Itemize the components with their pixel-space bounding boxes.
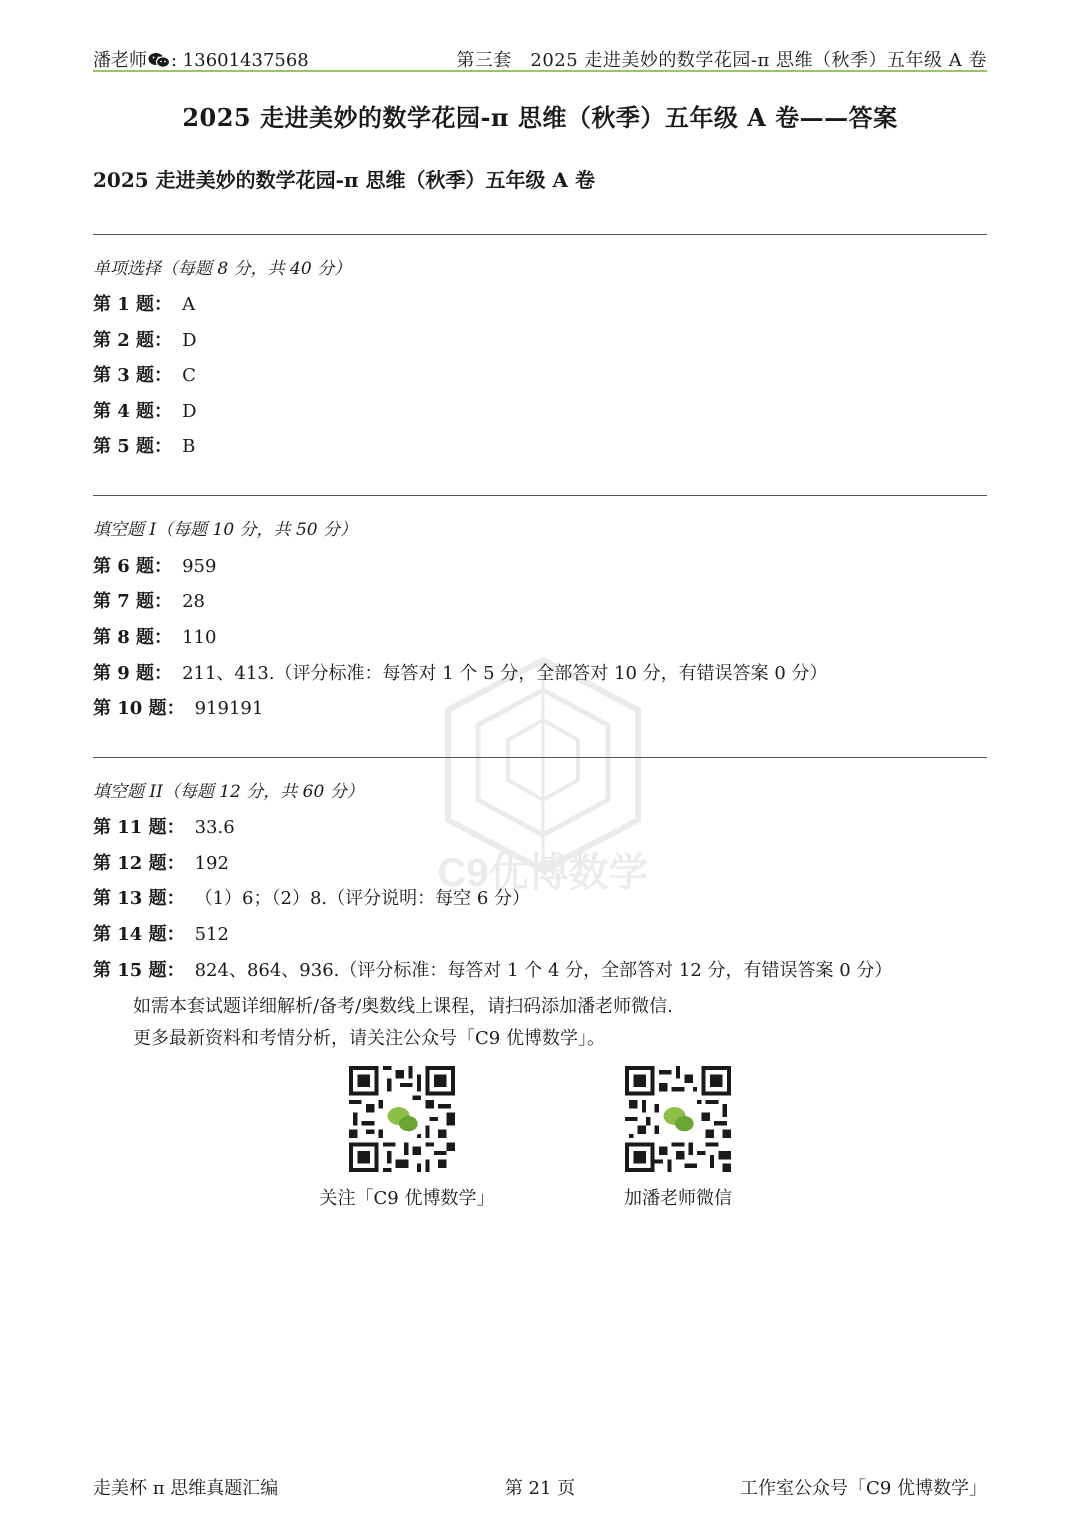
question-label: 第 12 题： bbox=[93, 853, 185, 874]
answer-value: 959 bbox=[182, 556, 217, 577]
answer-row bbox=[93, 326, 197, 352]
page-subtitle: 2025 走进美妙的数学花园-π 思维（秋季）五年级 A 卷 bbox=[93, 168, 595, 192]
qr-caption-teacher-wechat: 加潘老师微信 bbox=[624, 1188, 732, 1209]
page-header bbox=[93, 40, 987, 72]
answer-value: 512 bbox=[194, 924, 229, 945]
footer-account: 工作室公众号「C9 优博数学」 bbox=[740, 1478, 987, 1499]
qr-code-official-account bbox=[349, 1066, 455, 1172]
answer-row bbox=[93, 361, 196, 387]
page-title: 2025 走进美妙的数学花园-π 思维（秋季）五年级 A 卷——答案 bbox=[182, 103, 898, 132]
question-label: 第 15 题： bbox=[93, 960, 185, 981]
answer-value: B bbox=[182, 436, 196, 457]
header-exam-title: 第三套 2025 走进美妙的数学花园-π 思维（秋季）五年级 A 卷 bbox=[456, 50, 987, 71]
answer-row bbox=[93, 920, 229, 946]
answer-row bbox=[93, 290, 195, 316]
qr-code-teacher-wechat bbox=[625, 1066, 731, 1172]
page-footer bbox=[93, 1474, 987, 1500]
answer-value: 211、413.（评分标准：每答对 1 个 5 分，全部答对 10 分，有错误答案 0 分） bbox=[182, 663, 828, 684]
answer-row bbox=[93, 694, 263, 720]
answer-value: 192 bbox=[194, 853, 229, 874]
question-label: 第 4 题： bbox=[93, 401, 173, 422]
watermark-text: C9优博数学 bbox=[437, 851, 649, 890]
section-heading-single-choice: 单项选择（每题 8 分，共 40 分） bbox=[93, 259, 352, 279]
footer-page-number: 第 21 页 bbox=[504, 1478, 576, 1499]
answer-row bbox=[93, 552, 216, 578]
answer-value: （1）6；（2）8.（评分说明：每空 6 分） bbox=[194, 888, 531, 909]
question-label: 第 13 题： bbox=[93, 888, 185, 909]
answer-value: 824、864、936.（评分标准：每答对 1 个 4 分，全部答对 12 分，有错误答案 0 分） bbox=[194, 960, 893, 981]
header-phone: : 13601437568 bbox=[171, 50, 309, 71]
section-divider bbox=[93, 495, 987, 496]
answer-value: 33.6 bbox=[194, 817, 235, 838]
question-label: 第 1 题： bbox=[93, 294, 173, 315]
question-label: 第 14 题： bbox=[93, 924, 185, 945]
section-heading-fill-blank-2: 填空题 II（每题 12 分，共 60 分） bbox=[93, 782, 364, 802]
section-divider bbox=[93, 757, 987, 758]
question-label: 第 8 题： bbox=[93, 627, 173, 648]
answer-value: 28 bbox=[182, 591, 205, 612]
answer-value: D bbox=[182, 330, 197, 351]
answer-row bbox=[93, 432, 195, 458]
wechat-icon bbox=[148, 52, 170, 68]
section-divider bbox=[93, 234, 987, 235]
question-label: 第 6 题： bbox=[93, 556, 173, 577]
question-label: 第 2 题： bbox=[93, 330, 173, 351]
answer-value: 110 bbox=[182, 627, 217, 648]
answer-row bbox=[93, 397, 197, 423]
footer-book-title: 走美杯 π 思维真题汇编 bbox=[93, 1478, 279, 1499]
answer-value: 919191 bbox=[194, 698, 264, 719]
answer-value: D bbox=[182, 401, 197, 422]
answer-row bbox=[93, 623, 216, 649]
answer-value: A bbox=[182, 294, 196, 315]
answer-row bbox=[93, 813, 235, 839]
header-teacher-name: 潘老师 bbox=[93, 50, 147, 71]
question-label: 第 9 题： bbox=[93, 663, 173, 684]
header-contact bbox=[93, 46, 309, 72]
answer-row bbox=[93, 849, 229, 875]
question-label: 第 7 题： bbox=[93, 591, 173, 612]
watermark-logo bbox=[428, 650, 658, 890]
question-label: 第 10 题： bbox=[93, 698, 185, 719]
promo-note: 更多最新资料和考情分析，请关注公众号「C9 优博数学」。 bbox=[133, 1028, 605, 1049]
answer-value: C bbox=[182, 365, 196, 386]
question-label: 第 5 题： bbox=[93, 436, 173, 457]
answer-row bbox=[93, 659, 828, 685]
question-label: 第 3 题： bbox=[93, 365, 173, 386]
question-label: 第 11 题： bbox=[93, 817, 185, 838]
answer-row bbox=[93, 956, 892, 982]
qr-caption-official-account: 关注「C9 优博数学」 bbox=[319, 1188, 495, 1209]
answer-row bbox=[93, 884, 530, 910]
answer-row bbox=[93, 587, 205, 613]
promo-note: 如需本套试题详细解析/备考/奥数线上课程，请扫码添加潘老师微信. bbox=[133, 996, 673, 1017]
section-heading-fill-blank-1: 填空题 I（每题 10 分，共 50 分） bbox=[93, 520, 357, 540]
